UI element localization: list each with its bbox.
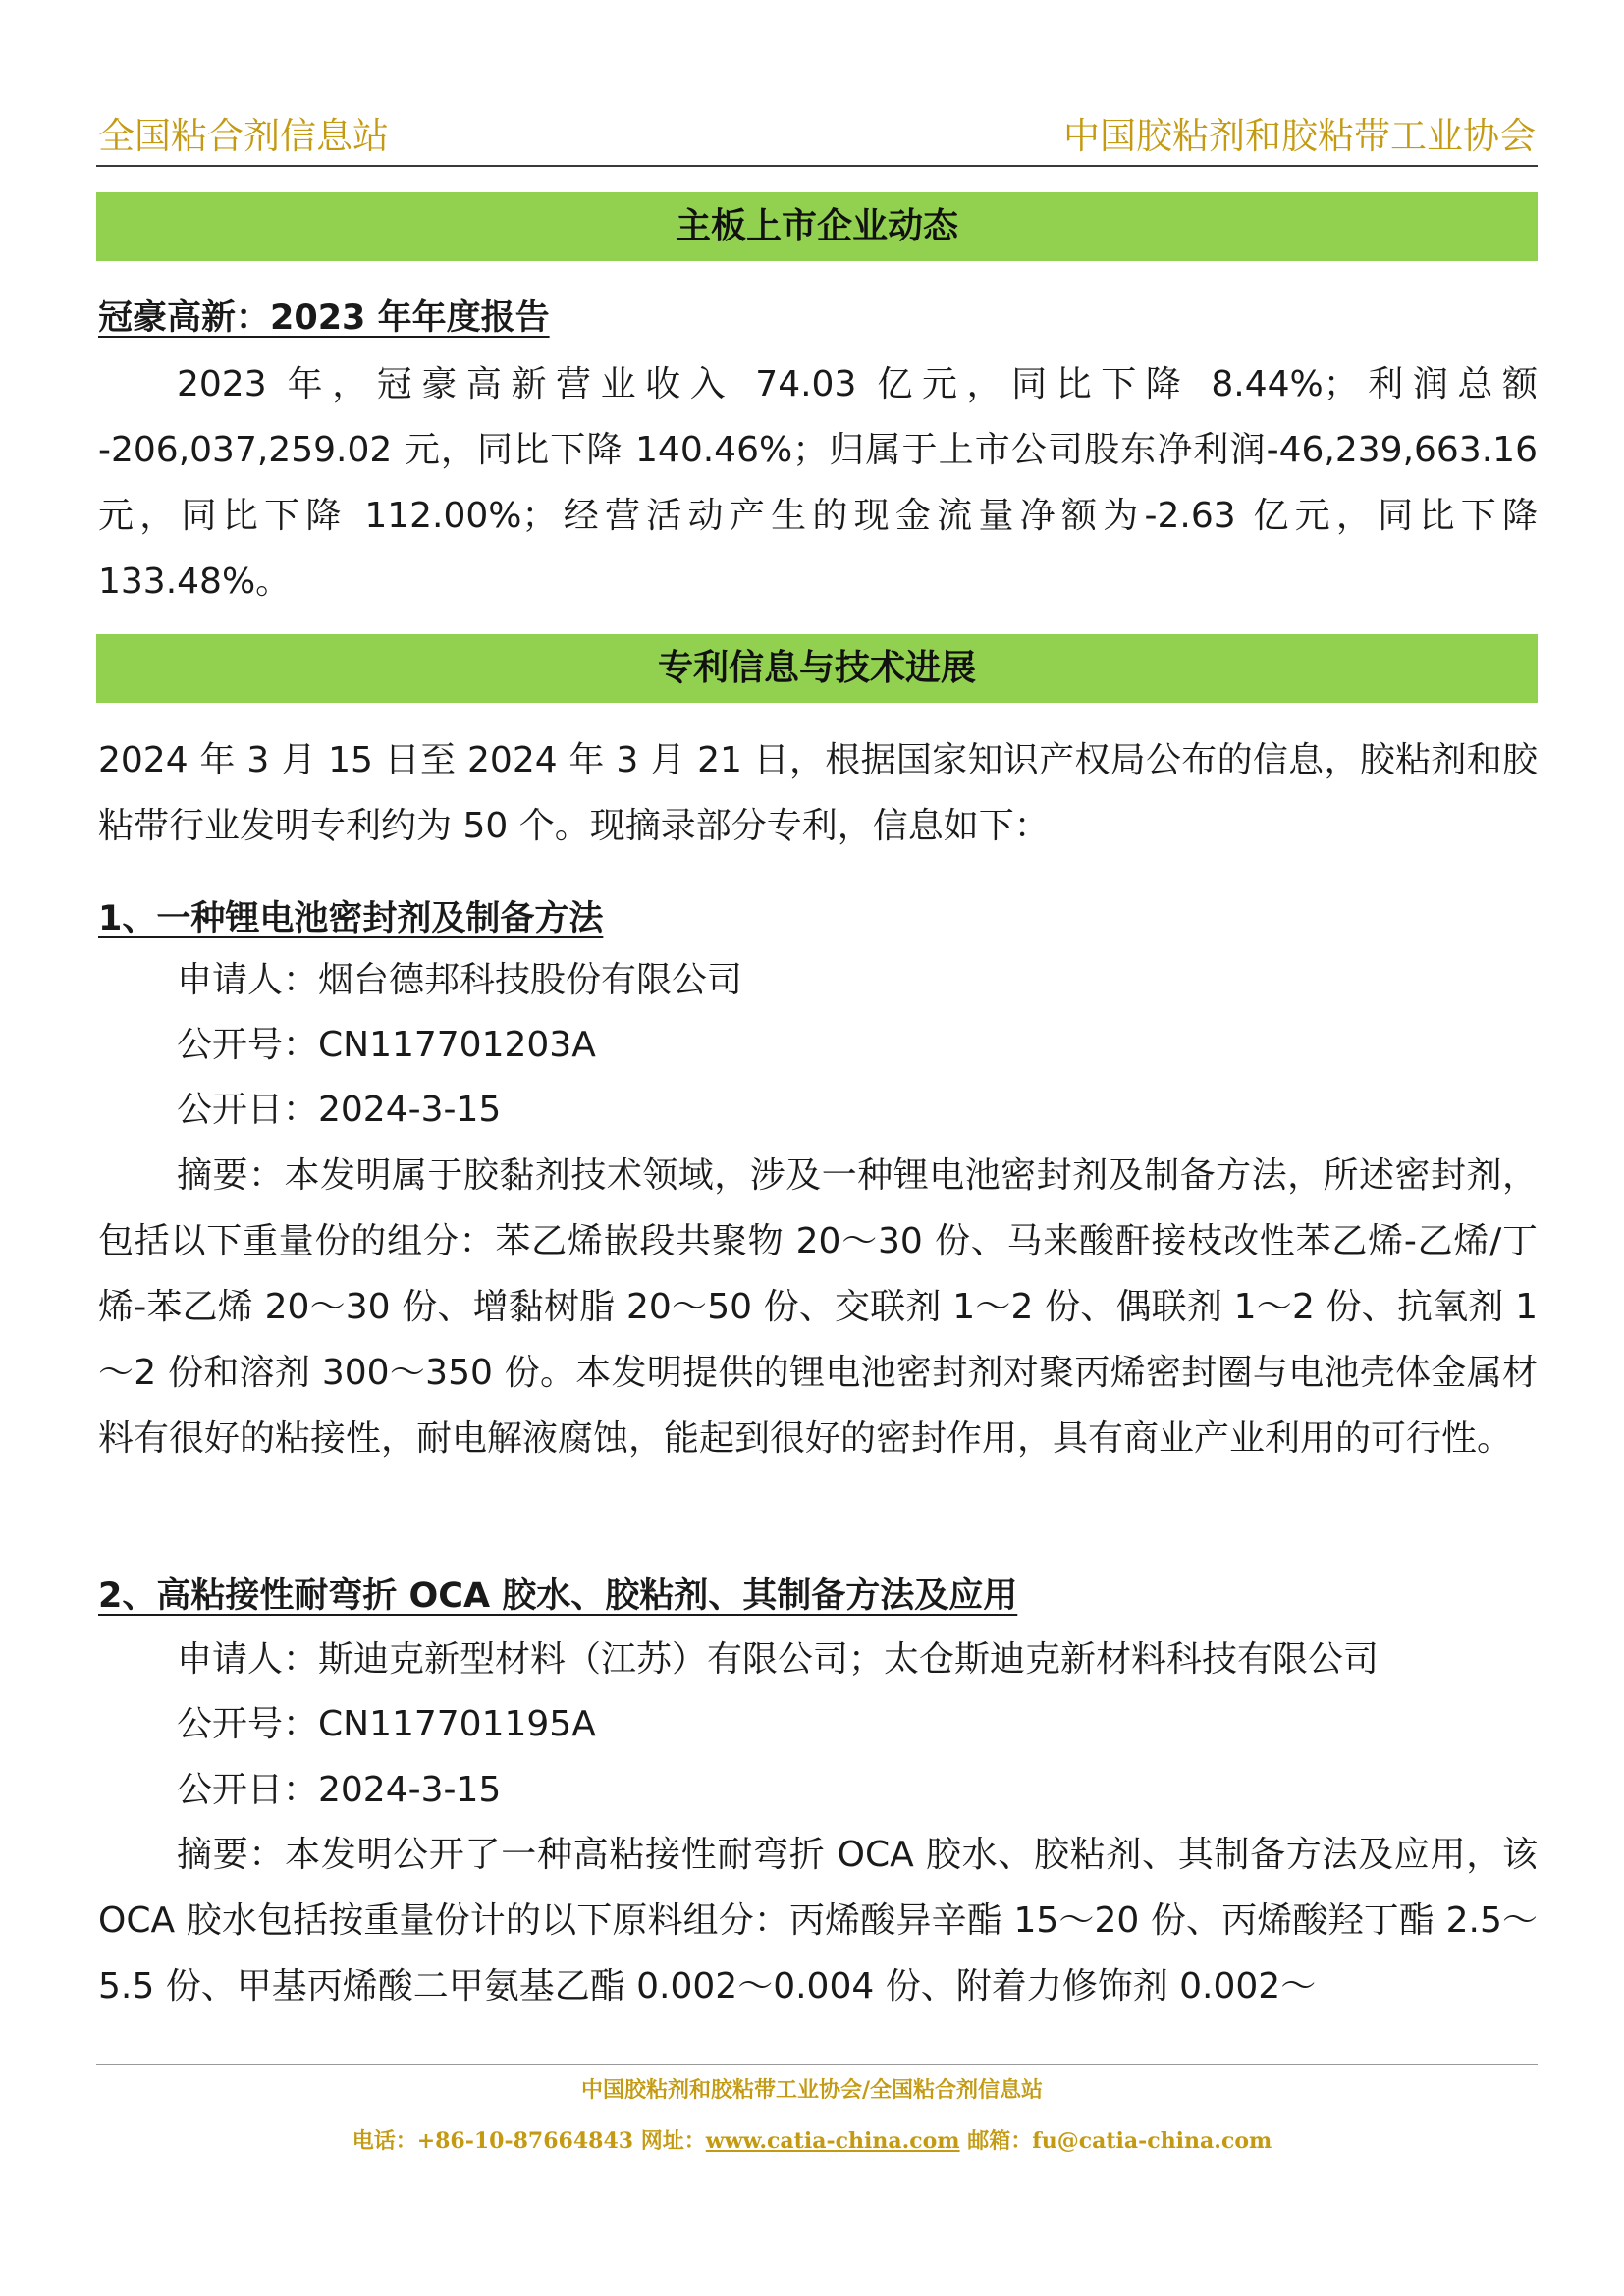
patent-abstract: 摘要：本发明属于胶黏剂技术领域，涉及一种锂电池密封剂及制备方法，所述密封剂，包括以下重量份的组分：苯乙烯嵌段共聚物 20～30 份、马来酸酐接枝改性苯乙烯-乙烯/丁烯-苯乙烯 20～30 份、增黏树脂 20～50 份、交联剂 1～2 份、偶联剂 1～2 份、抗氧剂 1～2 份和溶剂 300～350 份。本发明提供的锂电池密封剂对聚丙烯密封圈与电池壳体金属材料有很好的粘接性，耐电解液腐蚀，能起到很好的密封作用，具有商业产业利用的可行性。	[98, 1155, 1538, 1459]
patent-abstract: 摘要：本发明公开了一种高粘接性耐弯折 OCA 胶水、胶粘剂、其制备方法及应用，该 OCA 胶水包括按重量份计的以下原料组分：丙烯酸异辛酯 15～20 份、丙烯酸羟丁酯 2.5～5.5 份、甲基丙烯酸二甲氨基乙酯 0.002～0.004 份、附着力修饰剂 0.002～	[98, 1835, 1538, 2006]
footer-email[interactable]: fu@catia-china.com	[1032, 2128, 1272, 2154]
page-header	[96, 114, 1538, 167]
patent-pub-number: 公开号：CN117701195A	[177, 1704, 596, 1744]
news-title: 冠豪高新：2023 年年度报告	[98, 298, 550, 338]
patent-pub-number: 公开号：CN117701203A	[177, 1025, 596, 1065]
footer-site-label: 网址：	[640, 2128, 706, 2154]
section-heading-main-board: 主板上市企业动态	[96, 192, 1538, 261]
news-body: 2023 年，冠豪高新营业收入 74.03 亿元，同比下降 8.44%；利润总额 -206,037,259.02 元，同比下降 140.46%；归属于上市公司股东净利润-46,239,663.16 元，同比下降 112.00%；经营活动产生的现金流量净额为-2.63 亿元，同比下降 133.48%。	[98, 364, 1538, 602]
footer-organization: 中国胶粘剂和胶粘带工业协会/全国粘合剂信息站	[580, 2077, 1044, 2103]
patent-title: 1、一种锂电池密封剂及制备方法	[98, 899, 604, 938]
section-heading-patents: 专利信息与技术进展	[96, 634, 1538, 703]
footer-website-link[interactable]: www.catia-china.com	[705, 2128, 960, 2154]
patent-applicant: 申请人：烟台德邦科技股份有限公司	[177, 960, 743, 1000]
footer-divider	[96, 2064, 1538, 2065]
footer-contact	[0, 2124, 1624, 2155]
footer-phone: 电话：+86-10-87664843	[352, 2128, 634, 2154]
header-left-title: 全国粘合剂信息站	[98, 115, 389, 157]
header-right-title: 中国胶粘剂和胶粘带工业协会	[1063, 115, 1536, 157]
patent-applicant: 申请人：斯迪克新型材料（江苏）有限公司；太仓斯迪克新材料科技有限公司	[177, 1639, 1380, 1680]
patent-pub-date: 公开日：2024-3-15	[177, 1770, 502, 1810]
patents-intro: 2024 年 3 月 15 日至 2024 年 3 月 21 日，根据国家知识产权局公布的信息，胶粘剂和胶粘带行业发明专利约为 50 个。现摘录部分专利，信息如下：	[98, 740, 1538, 846]
patent-title: 2、高粘接性耐弯折 OCA 胶水、胶粘剂、其制备方法及应用	[98, 1576, 1018, 1616]
patent-pub-date: 公开日：2024-3-15	[177, 1090, 502, 1130]
footer-email-label: 邮箱：	[967, 2128, 1033, 2154]
